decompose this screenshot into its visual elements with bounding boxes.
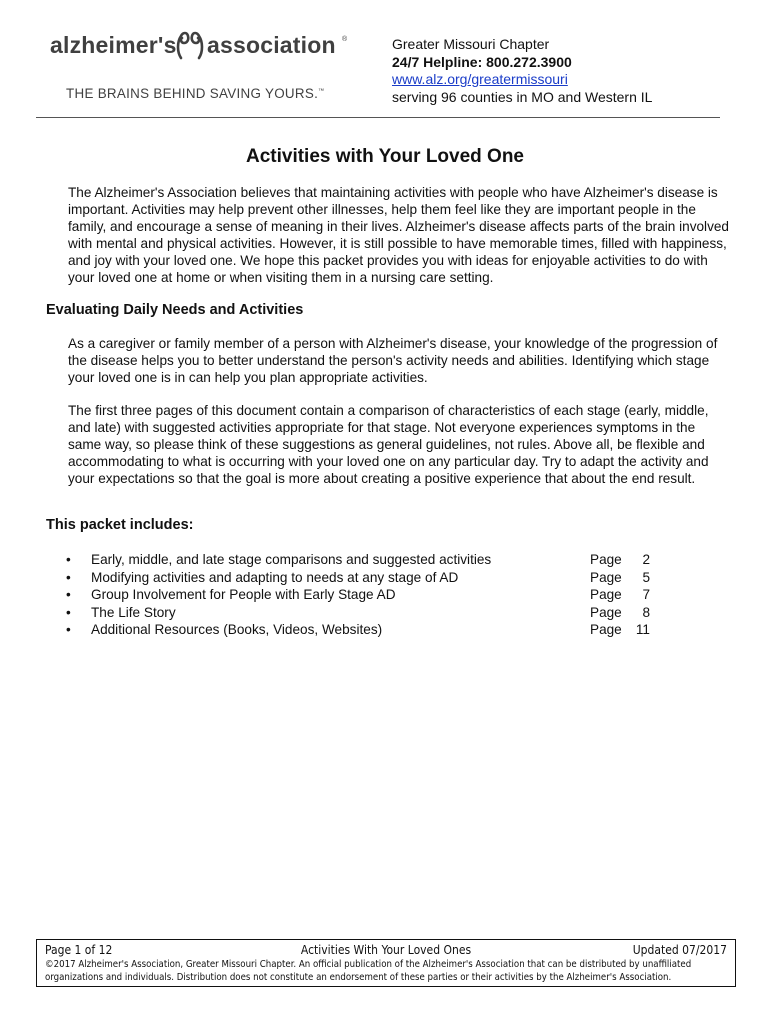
- list-item: [60, 604, 660, 622]
- list-item: [60, 569, 660, 587]
- list-item: [60, 586, 660, 604]
- trademark-mark: ™: [318, 88, 325, 95]
- registered-mark: ®: [342, 36, 348, 43]
- document-title: Activities with Your Loved One: [245, 146, 524, 167]
- service-area: serving 96 counties in MO and Western IL: [392, 88, 653, 105]
- bullet-icon: •: [66, 604, 71, 620]
- page-word: Page: [590, 622, 622, 637]
- page-footer: [36, 939, 736, 987]
- page-word: Page: [590, 604, 622, 620]
- list-item-label: Early, middle, and late stage comparisons and suggested activities: [91, 552, 492, 567]
- chapter-name: Greater Missouri Chapter: [392, 36, 550, 52]
- page-word: Page: [590, 552, 622, 567]
- bullet-icon: •: [66, 622, 71, 637]
- list-item: [60, 621, 660, 639]
- evaluating-paragraph-2: The first three pages of this document contain a comparison of characteristics of each stage (early, middle, and late) with suggested activities appropriate for that stage. Not everyone experiences symptoms in the same way, so please think of these suggestions as general guidelines, not rules. Above all, be flexible and accommodating to what is occurring with your loved one on any particular day. Try to adapt the activity and your expectations so that the goal is more about creating a positive experience that about the end result.: [68, 403, 709, 486]
- list-item-label: The Life Story: [91, 604, 176, 620]
- packet-heading: This packet includes:: [46, 517, 194, 533]
- footer-document-title: Activities With Your Loved Ones: [300, 943, 472, 957]
- bullet-icon: •: [66, 552, 71, 567]
- page-number: 5: [642, 569, 650, 585]
- chapter-website-link[interactable]: www.alz.org/greatermissouri: [392, 71, 568, 87]
- list-item: [60, 551, 660, 569]
- packet-contents-list: [60, 551, 660, 639]
- purple-brain-icon: [175, 28, 205, 62]
- list-item-label: Group Involvement for People with Early Stage AD: [91, 587, 396, 602]
- alzheimers-association-logo: [50, 28, 350, 108]
- list-item-label: Modifying activities and adapting to needs at any stage of AD: [91, 569, 459, 585]
- intro-paragraph: The Alzheimer's Association believes that maintaining activities with people who have Alzheimer's disease is important. Activities may help prevent other illnesses, help them feel like they are important people in the family, and encourage a sense of meaning in their lives. Alzheimer's disease affects parts of the brain involved with mental and physical activities. However, it is still possible to have memorable times, filled with happiness, and joy with your loved one. We hope this packet provides you with ideas for enjoyable activities to do with your loved one at home or when visiting them in a nursing care setting.: [68, 185, 729, 285]
- list-item-label: Additional Resources (Books, Videos, Websites): [91, 622, 383, 637]
- page-number: 8: [642, 604, 650, 620]
- document-header: [0, 0, 770, 118]
- evaluating-heading: Evaluating Daily Needs and Activities: [46, 302, 304, 318]
- footer-page-number: Page 1 of 12: [45, 943, 113, 957]
- helpline: 24/7 Helpline: 800.272.3900: [392, 53, 572, 70]
- logo-word-alzheimers: alzheimer's: [50, 32, 177, 58]
- logo-word-association: association: [207, 32, 336, 58]
- logo-tagline: THE BRAINS BEHIND SAVING YOURS.™: [66, 86, 325, 101]
- header-divider: [36, 117, 720, 118]
- evaluating-paragraph-1: As a caregiver or family member of a person with Alzheimer's disease, your knowledge of the progression of the disease helps you to better understand the person's activity needs and abilities. Identifying which stage your loved one is in can help you plan appropriate activities.: [68, 336, 718, 385]
- page-word: Page: [590, 569, 622, 585]
- bullet-icon: •: [66, 587, 71, 602]
- footer-updated-date: Updated 07/2017: [632, 943, 727, 957]
- page-number: 7: [642, 587, 650, 602]
- page-number: 2: [642, 552, 650, 567]
- footer-copyright-notice: ©2017 Alzheimer's Association, Greater Missouri Chapter. An official publication of the Alzheimer's Association that can be distributed by unaffiliated organizations and individuals. Distribution does not constitute an endorsement of these parties or their activities by the Alzheimer's Association.: [45, 959, 692, 983]
- chapter-contact-block: [392, 36, 652, 106]
- bullet-icon: •: [66, 569, 71, 585]
- page-number: 11: [635, 622, 650, 637]
- page-word: Page: [590, 587, 622, 602]
